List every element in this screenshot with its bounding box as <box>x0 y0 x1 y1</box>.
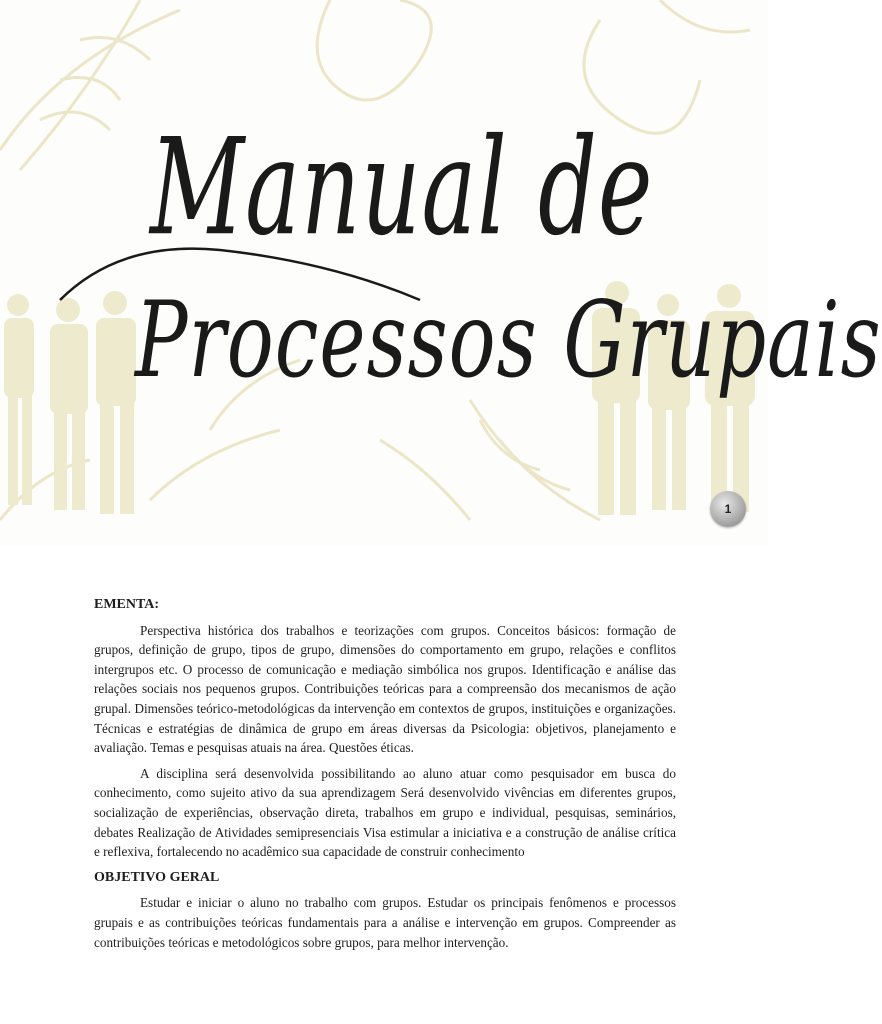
ementa-paragraph-1: Perspectiva histórica dos trabalhos e teorizações com grupos. Conceitos básicos: formação de grupos, definição de grupo, tipos de grupo, dimensões do comportamento em grupo, relações e conflitos intergrupos etc. O processo de comunicação e mediação simbólica nos grupos. Identificação e análise das relações sociais nos pequenos grupos. Contribuições teóricas para a compreensão dos mecanismos de ação grupal. Dimensões teórico-metodológicas da intervenção em contextos de grupos, instituições e organizações. Técnicas e estratégias de dinâmica de grupo em áreas diversas da Psicologia: objetivos, planejamento e avaliação. Temas e pesquisas atuais na área. Questões éticas. <box>94 622 676 756</box>
ementa-heading: EMENTA: <box>94 597 160 612</box>
objetivo-paragraph: Estudar e iniciar o aluno no trabalho com grupos. Estudar os principais fenômenos e processos grupais e as contribuições teóricas fundamentais para a análise e intervenção em grupos. Compreender as contribuições teóricas e metodológicos sobre grupos, para melhor intervenção. <box>94 895 676 950</box>
document-body <box>94 595 676 958</box>
cover-title-line1: Manual de <box>150 110 654 266</box>
cover-decoration <box>0 0 768 545</box>
cover-title-line2: Processos Grupais <box>135 280 882 402</box>
ementa-paragraph-2: A disciplina será desenvolvida possibilitando ao aluno atuar como pesquisador em busca do conhecimento, como sujeito ativo da sua aprendizagem Será desenvolvido vivências em diferentes grupos, socialização de experiências, observação direta, trabalhos em grupo e individual, pesquisas, seminários, debates Realização de Atividades semipresenciais Visa estimular a iniciativa e a construção de análise crítica e reflexiva, fortalecendo no acadêmico sua capacidade de construir conhecimento <box>94 765 676 860</box>
page-number-badge: 1 <box>710 491 746 527</box>
objetivo-heading: OBJETIVO GERAL <box>94 869 220 885</box>
